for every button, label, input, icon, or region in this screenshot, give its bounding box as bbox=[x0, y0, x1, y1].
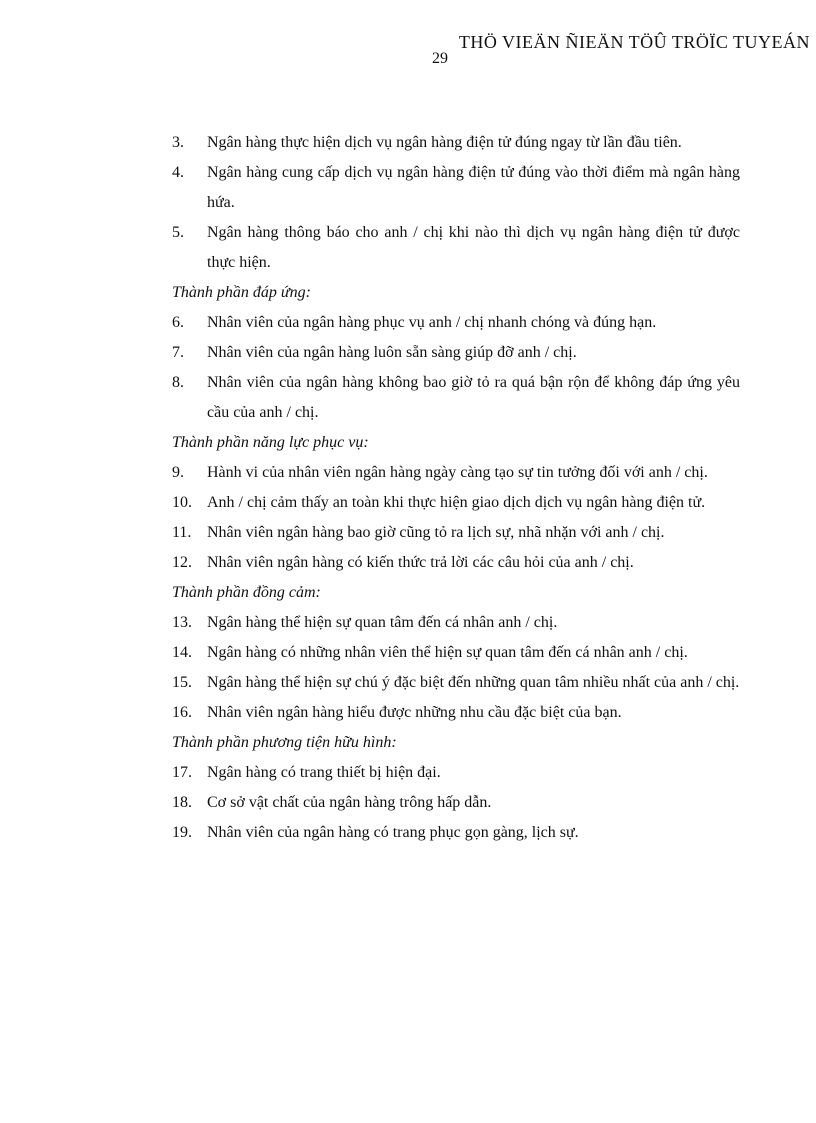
item-text: Ngân hàng có trang thiết bị hiện đại. bbox=[207, 764, 441, 781]
list-item bbox=[172, 158, 740, 218]
item-text: Nhân viên ngân hàng bao giờ cũng tỏ ra lịch sự, nhã nhặn với anh / chị. bbox=[207, 524, 665, 541]
item-text: Cơ sở vật chất của ngân hàng trông hấp dẫn. bbox=[207, 794, 492, 811]
document-body bbox=[172, 128, 740, 848]
item-number: 19. bbox=[172, 824, 192, 841]
item-number: 6. bbox=[172, 314, 184, 331]
section-title-service-competence: Thành phần năng lực phục vụ: bbox=[172, 434, 369, 451]
item-text: Ngân hàng thực hiện dịch vụ ngân hàng điện tử đúng ngay từ lần đầu tiên. bbox=[207, 134, 682, 151]
item-number: 5. bbox=[172, 224, 184, 241]
item-number: 12. bbox=[172, 554, 192, 571]
item-text: Anh / chị cảm thấy an toàn khi thực hiện giao dịch dịch vụ ngân hàng điện tử. bbox=[207, 494, 706, 511]
item-number: 8. bbox=[172, 374, 184, 391]
list-item bbox=[172, 128, 740, 158]
item-text: Nhân viên ngân hàng hiểu được những nhu cầu đặc biệt của bạn. bbox=[207, 704, 622, 721]
item-number: 7. bbox=[172, 344, 184, 361]
section-title-tangibles: Thành phần phương tiện hữu hình: bbox=[172, 734, 397, 751]
item-number: 11. bbox=[172, 524, 192, 541]
list-item bbox=[172, 788, 740, 818]
item-number: 13. bbox=[172, 614, 192, 631]
list-item bbox=[172, 668, 740, 698]
item-text: Ngân hàng có những nhân viên thể hiện sự quan tâm đến cá nhân anh / chị. bbox=[207, 644, 688, 661]
item-text: Nhân viên của ngân hàng có trang phục gọn gàng, lịch sự. bbox=[207, 824, 579, 841]
item-text: Nhân viên của ngân hàng luôn sẵn sàng giúp đỡ anh / chị. bbox=[207, 344, 577, 361]
list-item bbox=[172, 548, 740, 578]
item-text: Ngân hàng cung cấp dịch vụ ngân hàng điện tử đúng vào thời điểm mà ngân hàng hứa. bbox=[207, 164, 740, 211]
item-text: Ngân hàng thông báo cho anh / chị khi nào thì dịch vụ ngân hàng điện tử được thực hiện. bbox=[207, 224, 740, 271]
item-text: Nhân viên của ngân hàng phục vụ anh / chị nhanh chóng và đúng hạn. bbox=[207, 314, 657, 331]
item-number: 10. bbox=[172, 494, 192, 511]
list-item bbox=[172, 218, 740, 278]
item-text: Nhân viên ngân hàng có kiến thức trả lời các câu hỏi của anh / chị. bbox=[207, 554, 634, 571]
list-item bbox=[172, 608, 740, 638]
list-item bbox=[172, 368, 740, 428]
list-item bbox=[172, 308, 740, 338]
list-item bbox=[172, 818, 740, 848]
section-title-responsiveness: Thành phần đáp ứng: bbox=[172, 284, 311, 301]
item-text: Nhân viên của ngân hàng không bao giờ tỏ ra quá bận rộn để không đáp ứng yêu cầu của anh / chị. bbox=[207, 374, 740, 421]
page-number: 29 bbox=[432, 50, 448, 67]
item-text: Ngân hàng thể hiện sự quan tâm đến cá nhân anh / chị. bbox=[207, 614, 558, 631]
item-number: 4. bbox=[172, 164, 184, 181]
list-item bbox=[172, 638, 740, 668]
item-number: 14. bbox=[172, 644, 192, 661]
item-number: 18. bbox=[172, 794, 192, 811]
item-number: 3. bbox=[172, 134, 184, 151]
item-number: 15. bbox=[172, 674, 192, 691]
list-item bbox=[172, 338, 740, 368]
list-item bbox=[172, 458, 740, 488]
list-item bbox=[172, 518, 740, 548]
list-item bbox=[172, 488, 740, 518]
section-title-empathy: Thành phần đồng cảm: bbox=[172, 584, 321, 601]
item-number: 16. bbox=[172, 704, 192, 721]
item-text: Ngân hàng thể hiện sự chú ý đặc biệt đến những quan tâm nhiều nhất của anh / chị. bbox=[207, 674, 740, 691]
item-number: 17. bbox=[172, 764, 192, 781]
item-text: Hành vi của nhân viên ngân hàng ngày càng tạo sự tin tưởng đối với anh / chị. bbox=[207, 464, 708, 481]
list-item bbox=[172, 758, 740, 788]
item-number: 9. bbox=[172, 464, 184, 481]
list-item bbox=[172, 698, 740, 728]
header-watermark: THÖ VIEÄN ÑIEÄN TÖÛ TRÖÏC TUYEÁN bbox=[458, 32, 810, 52]
